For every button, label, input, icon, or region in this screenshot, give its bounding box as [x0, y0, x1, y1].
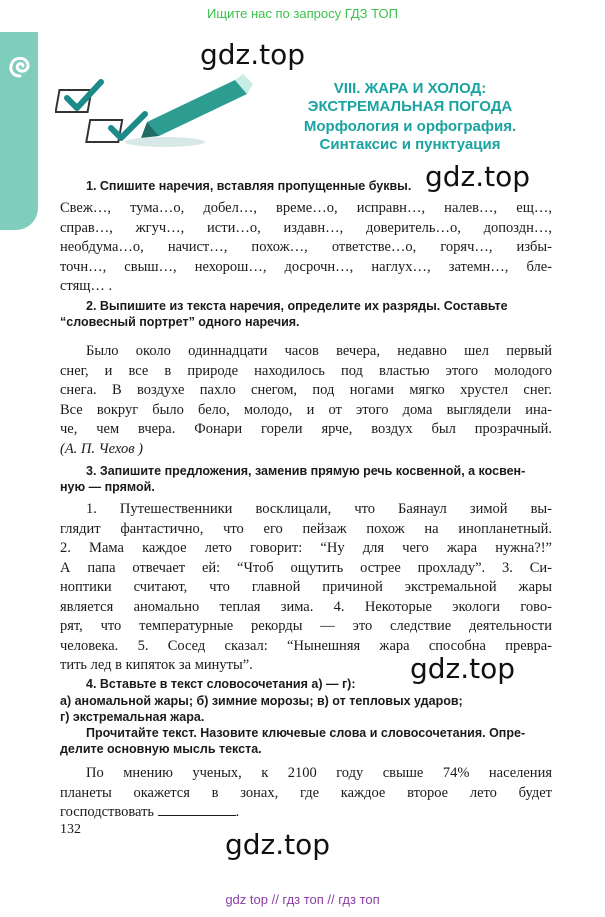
- task-3-title-line: 3. Запишите предложения, заменив прямую речь косвенной, а косвен-: [86, 464, 526, 478]
- task-1-body: [60, 199, 552, 297]
- task-4-instruction-line: Прочитайте текст. Назовите ключевые слова и словосочетания. Опре-: [86, 726, 526, 740]
- text-line: рят, что температурные рекорды — это следствие деятельности: [60, 618, 552, 634]
- text-line: А папа отвечает ей: “Чтоб ощутить острее прохладу”. 3. Си-: [60, 559, 552, 576]
- task-3-title-line: ную — прямой.: [60, 480, 155, 494]
- text-line: 2. Мама каждое лето говорит: “Ну для чего жара нужна?!”: [60, 540, 552, 556]
- heading-line-2: ЭКСТРЕМАЛЬНАЯ ПОГОДА: [307, 98, 513, 115]
- text-line: глядит фантастично, что его пейзаж похож на инопланетный.: [60, 520, 552, 537]
- task-3-title: [60, 463, 552, 495]
- text-line: 1. Путешественники восклицали, что Баянаул зимой вы-: [86, 501, 552, 517]
- task-2-title-line: “словесный портрет” одного наречия.: [60, 315, 300, 329]
- text-line: точн…, свыш…, нехорош…, досрочн…, наглух…, затемн…, бле-: [60, 258, 552, 275]
- task-2-body: [60, 342, 552, 459]
- task-4-instruction: [60, 725, 552, 757]
- text-line: стящ… .: [60, 278, 113, 294]
- text-line: справ…, жгуч…, исти…о, издавн…, доверитель…о, допоздн…,: [60, 219, 552, 236]
- page-number: 132: [60, 822, 81, 837]
- text-line: снег, и все в природе находилось под властью этого молодого: [60, 362, 552, 379]
- task-2-title-line: 2. Выпишите из текста наречия, определите их разряды. Составьте: [86, 299, 508, 313]
- text-line: че, чем вчера. Фонари горели ярче, воздух был прозрачный.: [60, 421, 552, 437]
- footer-links[interactable]: gdz top // гдз топ // гдз топ: [225, 892, 380, 907]
- text-line: Было около одиннадцати часов вечера, недавно шел первый: [86, 343, 552, 359]
- blank-line: [158, 803, 236, 816]
- swirl-icon: [6, 52, 34, 80]
- checkmark-pen-icon: [55, 70, 255, 155]
- watermark: gdz.top: [425, 160, 531, 193]
- text-line: господствовать .: [60, 804, 240, 820]
- task-4-options-line: а) аномальной жары; б) зимние морозы; в) от тепловых ударов;: [60, 694, 463, 708]
- top-banner[interactable]: Ищите нас по запросу ГДЗ ТОП: [207, 6, 398, 21]
- text-line: Все вокруг было бело, молодо, и от этого дома выглядели ина-: [60, 401, 552, 418]
- section-heading: [260, 80, 560, 154]
- task-4-options: [60, 693, 552, 725]
- task-4-options-line: г) экстремальная жара.: [60, 710, 205, 724]
- task-4-title: 4. Вставьте в текст словосочетания а) — г):: [86, 677, 356, 691]
- heading-line-3: Морфология и орфография.: [303, 118, 517, 135]
- text-line: Свеж…, тума…о, добел…, време…о, исправн…, налев…, ещ…,: [60, 200, 552, 216]
- task-2-title: [60, 298, 552, 330]
- text-line: ноптики считают, что главной причиной экстремальной жары: [60, 579, 552, 595]
- text-line: человека. 5. Сосед сказал: “Нынешняя жара способна превра-: [60, 637, 552, 654]
- text-line: По мнению ученых, к 2100 году свыше 74% населения: [86, 765, 552, 781]
- text-line: является аномально теплая зима. 4. Некоторые экологи гово-: [60, 598, 552, 615]
- text-line-start: господствовать: [60, 804, 155, 820]
- task-4-body: [60, 764, 552, 823]
- text-line: снега. В воздухе пахло снегом, под ногами мягко хрустел снег.: [60, 382, 552, 398]
- author: (А. П. Чехов ): [60, 440, 143, 457]
- watermark: gdz.top: [410, 652, 516, 685]
- text-line: необдума…о, начист…, похож…, ответстве…о, горяч…, избы-: [60, 239, 552, 255]
- task-4-instruction-line: делите основную мысль текста.: [60, 742, 262, 756]
- text-line: планеты окажется в зонах, где каждое второе лето будет: [60, 784, 552, 801]
- watermark: gdz.top: [200, 38, 306, 71]
- heading-line-4: Синтаксис и пунктуация: [319, 136, 501, 153]
- task-3-body: [60, 500, 552, 676]
- task-1-title: 1. Спишите наречия, вставляя пропущенные буквы.: [86, 179, 412, 193]
- text-line: тить лед в кипяток за минуты”.: [60, 657, 253, 673]
- heading-line-1: VIII. ЖАРА И ХОЛОД:: [333, 80, 487, 97]
- watermark: gdz.top: [225, 828, 331, 861]
